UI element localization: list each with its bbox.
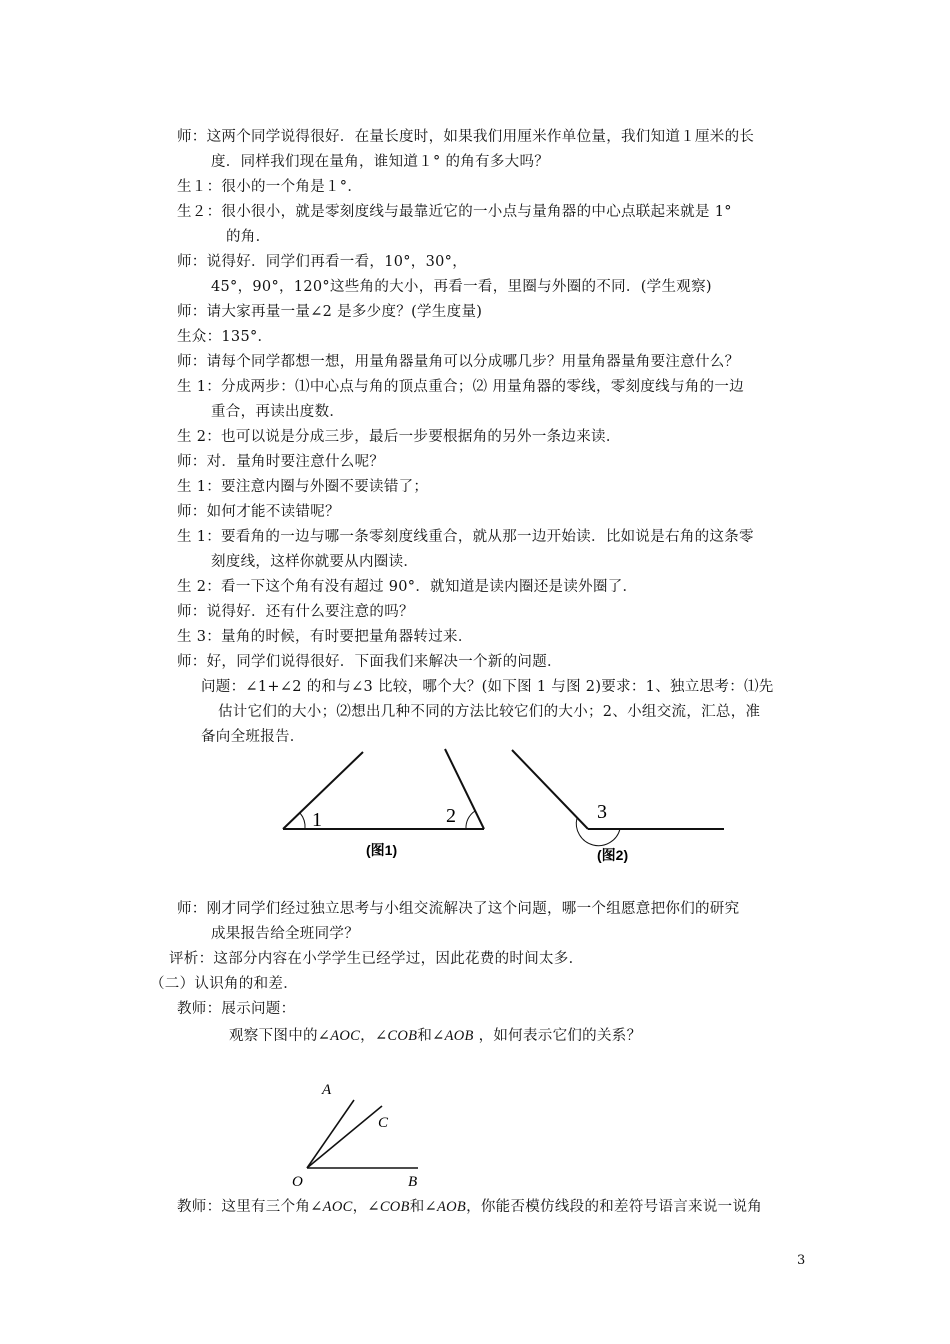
section-heading: （二）认识角的和差．: [150, 976, 298, 992]
angle-cob: COB: [387, 1028, 418, 1044]
text-line: 的角．: [226, 229, 271, 245]
point-o-label: O: [292, 1174, 303, 1190]
angle-aob: AOB: [444, 1028, 474, 1044]
fig2-left-ray: [512, 750, 588, 829]
fig1-left-ray: [283, 752, 363, 829]
figure-3: [307, 1100, 418, 1168]
text-line: 师：对．量角时要注意什么呢？: [177, 454, 385, 470]
problem-line: 估计它们的大小；⑵想出几种不同的方法比较它们的大小；2、小组交流，汇总，准: [218, 704, 761, 720]
point-b-label: B: [408, 1174, 418, 1190]
fig1-caption: (图1): [366, 842, 398, 858]
text-line: 师：好，同学们说得很好．下面我们来解决一个新的问题．: [177, 654, 562, 670]
point-a-label: A: [322, 1082, 332, 1098]
angle-aoc: AOC: [330, 1028, 361, 1044]
point-c-label: C: [378, 1115, 389, 1131]
figure-2: [512, 750, 724, 846]
last-sep: 和∠: [409, 1199, 437, 1215]
text-line: 师：请大家再量一量∠2 是多少度？(学生度量): [177, 304, 483, 320]
observe-sep: 和∠: [417, 1028, 445, 1044]
observe-line: [229, 1026, 641, 1046]
last-post: ，你能否模仿线段的和差符号语言来说一说角: [466, 1199, 763, 1215]
text-line: 45°，90°，120°这些角的大小，再看一看，里圈与外圈的不同．(学生观察): [211, 279, 712, 295]
angle-aoc: AOC: [322, 1199, 353, 1215]
text-line: 成果报告给全班同学？: [211, 926, 359, 942]
fig2-label-3: 3: [597, 801, 607, 823]
text-line: 生 1：要看角的一边与哪一条零刻度线重合，就从那一边开始读．比如说是右角的这条零: [177, 529, 754, 545]
last-line: [177, 1197, 762, 1217]
text-line: 生 2：也可以说是分成三步，最后一步要根据角的另外一条边来读．: [177, 429, 621, 445]
observe-pre: 观察下图中的∠: [229, 1028, 331, 1044]
text-line: 师：请每个同学都想一想，用量角器量角可以分成哪几步？用量角器量角要注意什么？: [177, 354, 740, 370]
last-pre: 教师：这里有三个角∠: [177, 1199, 323, 1215]
text-line: 刻度线，这样你就要从内圈读．: [211, 554, 419, 570]
fig1-label-2: 2: [446, 805, 456, 827]
fig1-angle-arc-2: [466, 811, 475, 829]
observe-sep: ，∠: [360, 1028, 388, 1044]
angle-aob: AOB: [436, 1199, 467, 1215]
text-line: 教师：展示问题：: [177, 1001, 296, 1017]
text-line: 师：这两个同学说得很好．在量长度时，如果我们用厘米作单位量，我们知道１厘米的长: [177, 129, 755, 145]
fig1-angle-arc-1: [300, 813, 305, 829]
last-sep: ，∠: [352, 1199, 380, 1215]
fig2-caption: (图2): [597, 847, 629, 863]
problem-line: 问题：∠1+∠2 的和与∠3 比较，哪个大？(如下图 1 与图 2)要求：1、独立思考：⑴先: [201, 679, 774, 695]
page-number: 3: [797, 1253, 806, 1268]
text-line: 生１：很小的一个角是１°．: [177, 179, 363, 195]
angle-cob: COB: [379, 1199, 410, 1215]
observe-post: ，如何表示它们的关系？: [473, 1028, 642, 1044]
text-line: 生 1：要注意内圈与外圈不要读错了；: [177, 479, 429, 495]
comment-line: 评析：这部分内容在小学学生已经学过，因此花费的时间太多．: [169, 951, 584, 967]
text-line: 师：刚才同学们经过独立思考与小组交流解决了这个问题，哪一个组愿意把你们的研究: [177, 901, 740, 917]
text-line: 师：说得好．同学们再看一看，10°，30°，: [177, 254, 467, 270]
problem-line: 备向全班报告．: [201, 729, 305, 745]
text-line: 生 3：量角的时候，有时要把量角器转过来．: [177, 629, 473, 645]
text-line: 生众：135°．: [177, 329, 273, 345]
text-line: 度．同样我们现在量角，谁知道１° 的角有多大吗？: [211, 154, 550, 170]
text-line: 重合，再读出度数．: [211, 404, 345, 420]
text-line: 生 2：看一下这个角有没有超过 90°．就知道是读内圈还是读外圈了．: [177, 579, 638, 595]
text-line: 师：如何才能不读错呢？: [177, 504, 340, 520]
ray-oc: [307, 1106, 382, 1168]
fig1-label-1: 1: [312, 809, 322, 831]
text-line: 师：说得好．还有什么要注意的吗？: [177, 604, 414, 620]
text-line: 生２：很小很小，就是零刻度线与最靠近它的一小点与量角器的中心点联起来就是 1°: [177, 204, 732, 220]
text-line: 生 1：分成两步：⑴中心点与角的顶点重合；⑵ 用量角器的零线，零刻度线与角的一边: [177, 379, 744, 395]
